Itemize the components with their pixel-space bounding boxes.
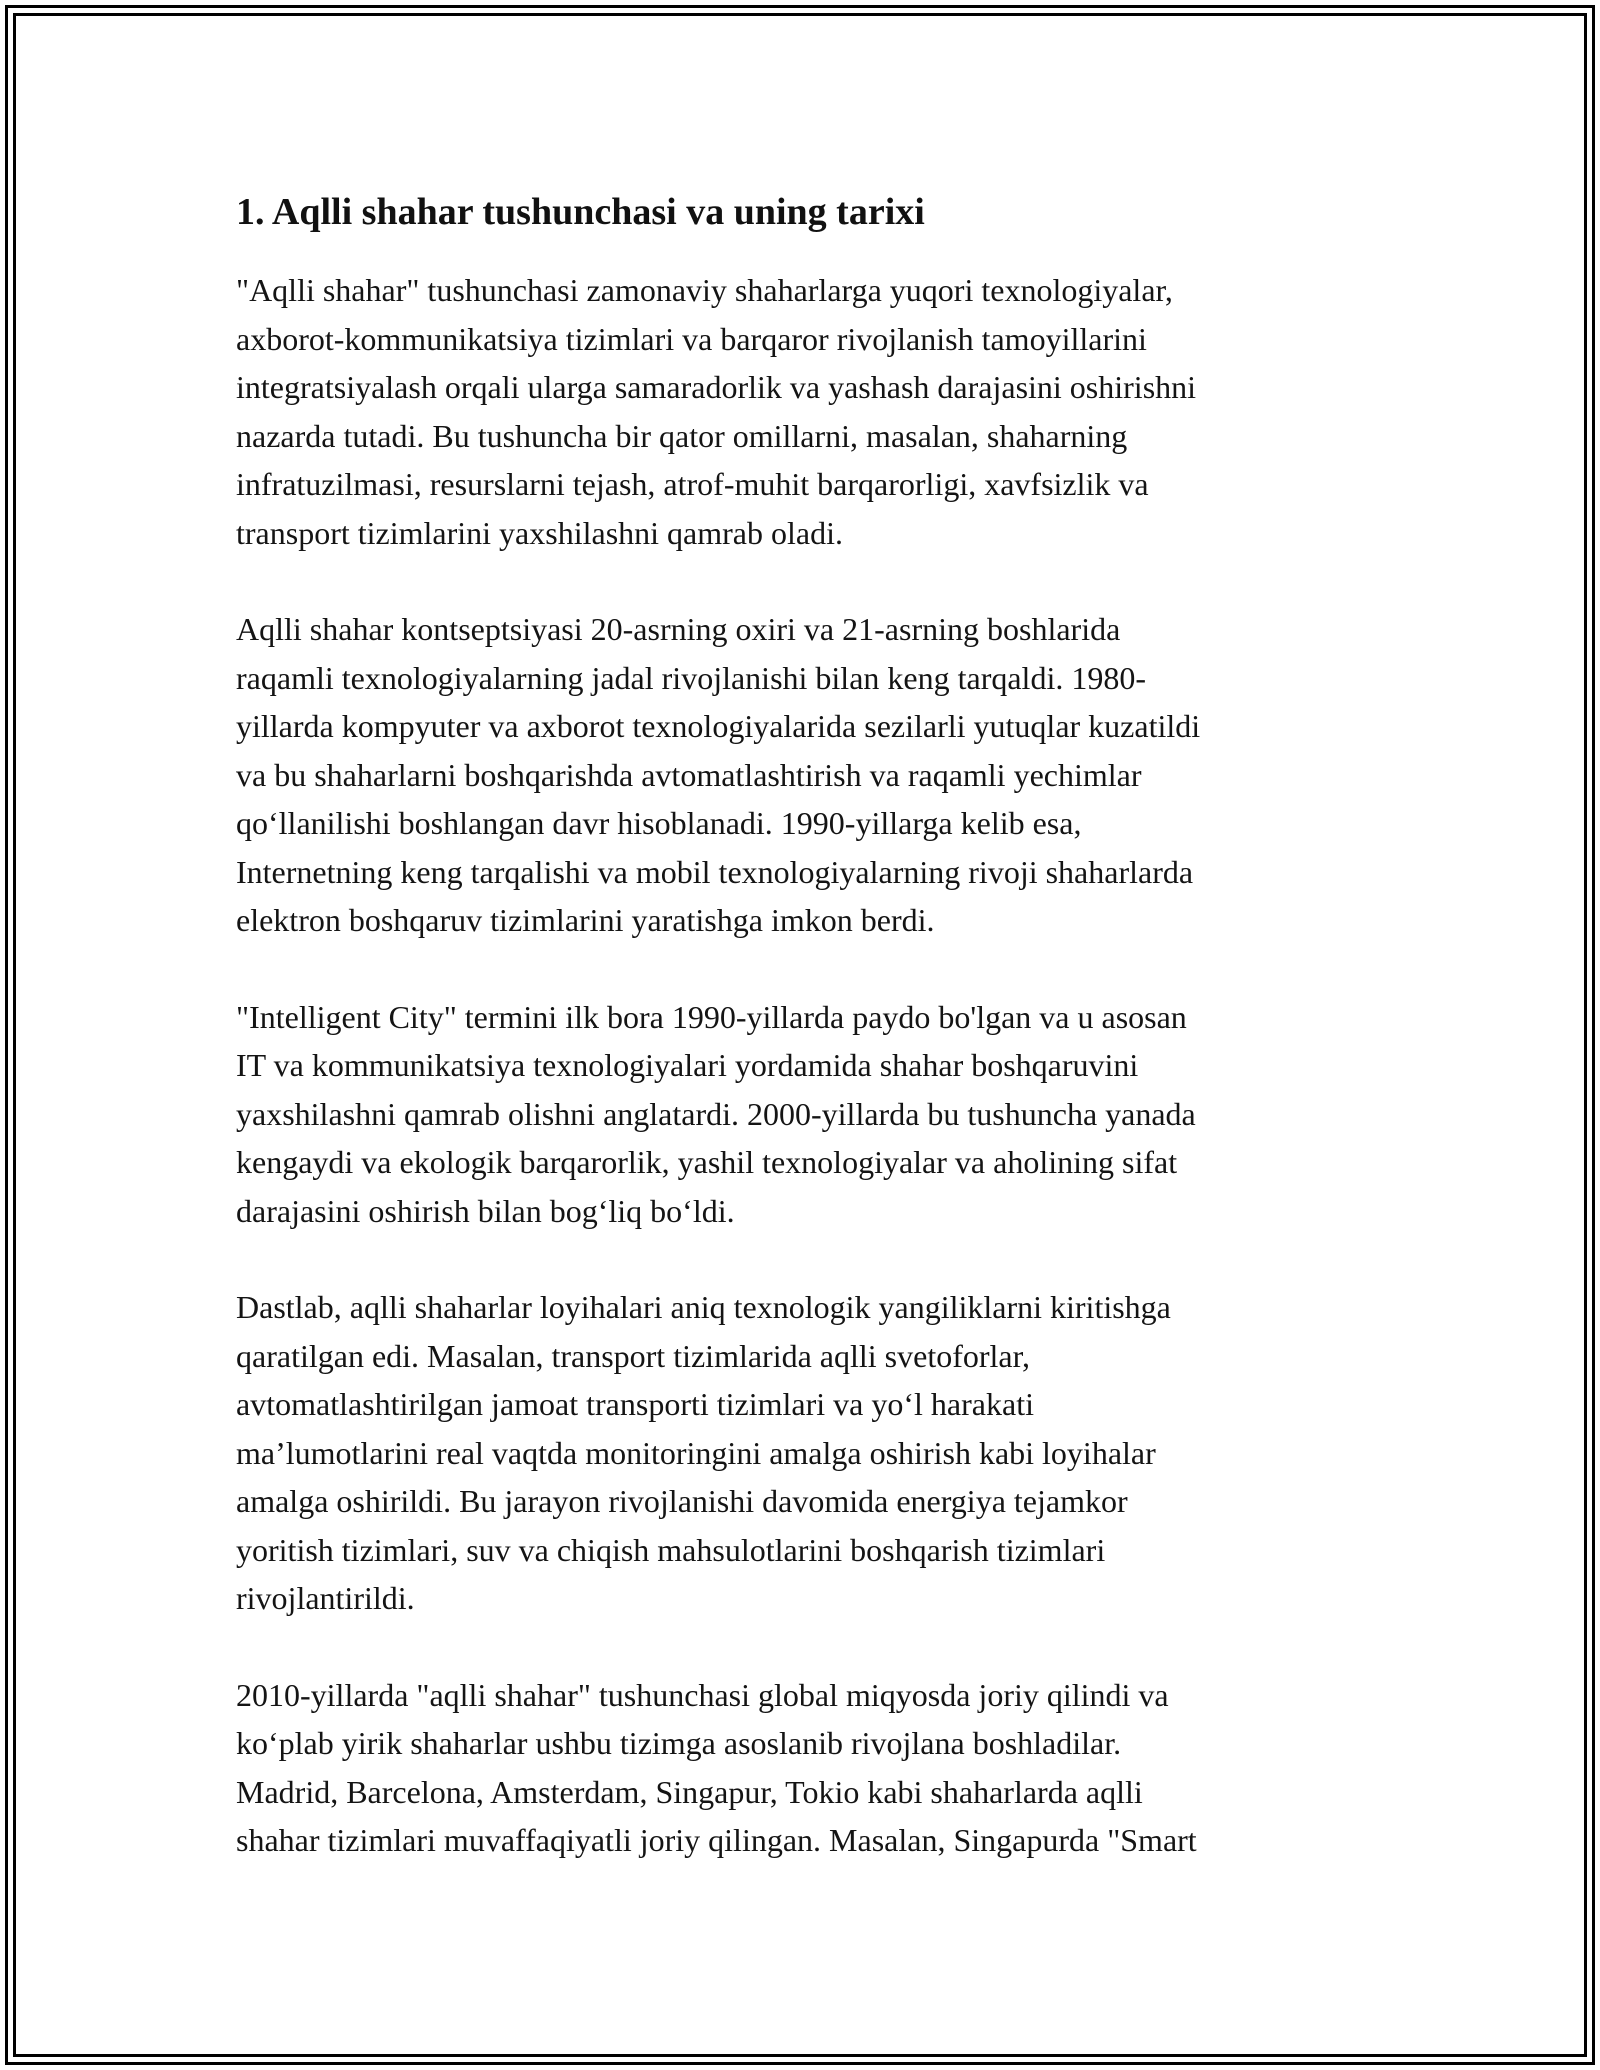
text-line: infratuzilmasi, resurslarni tejash, atrof-muhit barqarorligi, xavfsizlik va xyxy=(236,466,1149,502)
text-line: amalga oshirildi. Bu jarayon rivojlanishi davomida energiya tejamkor xyxy=(236,1483,1128,1519)
text-line: darajasini oshirish bilan bog‘liq bo‘ldi. xyxy=(236,1192,735,1229)
text-line: qaratilgan edi. Masalan, transport tizimlarida aqlli svetoforlar, xyxy=(236,1337,1030,1374)
text-line: yoritish tizimlari, suv va chiqish mahsulotlarini boshqarish tizimlari xyxy=(236,1531,1106,1568)
text-line: avtomatlashtirilgan jamoat transporti tizimlari va yo‘l harakati xyxy=(236,1386,1034,1422)
text-line: elektron boshqaruv tizimlarini yaratishga imkon berdi. xyxy=(236,902,935,938)
text-line: yaxshilashni qamrab olishni anglatardi. 2000-yillarda bu tushuncha yanada xyxy=(236,1095,1196,1132)
paragraph-1 xyxy=(236,266,1356,557)
text-line: raqamli texnologiyalarning jadal rivojlanishi bilan keng tarqaldi. 1980- xyxy=(236,659,1146,696)
text-line: rivojlantirildi. xyxy=(236,1580,415,1616)
text-line: Internetning keng tarqalishi va mobil texnologiyalarning rivoji shaharlarda xyxy=(236,853,1194,890)
text-line: va bu shaharlarni boshqarishda avtomatlashtirish va raqamli yechimlar xyxy=(236,756,1142,793)
paragraph-2 xyxy=(236,605,1356,945)
text-line: "Aqlli shahar" tushunchasi zamonaviy shaharlarga yuqori texnologiyalar, xyxy=(236,272,1173,308)
text-line: yillarda kompyuter va axborot texnologiyalarida sezilarli yutuqlar kuzatildi xyxy=(236,708,1201,744)
paragraph-5 xyxy=(236,1671,1356,1865)
text-line: Aqlli shahar kontseptsiyasi 20-asrning oxiri va 21-asrning boshlarida xyxy=(236,611,1121,647)
text-line: IT va kommunikatsiya texnologiyalari yordamida shahar boshqaruvini xyxy=(236,1047,1139,1083)
text-line: ma’lumotlarini real vaqtda monitoringini amalga oshirish kabi loyihalar xyxy=(236,1434,1156,1471)
text-line: qo‘llanilishi boshlangan davr hisoblanadi. 1990-yillarga kelib esa, xyxy=(236,805,1082,841)
paragraph-3 xyxy=(236,993,1356,1236)
text-line: 2010-yillarda "aqlli shahar" tushunchasi global miqyosda joriy qilindi va xyxy=(236,1676,1169,1713)
paragraph-4 xyxy=(236,1283,1356,1623)
text-line: Madrid, Barcelona, Amsterdam, Singapur, Tokio kabi shaharlarda aqlli xyxy=(236,1773,1143,1810)
text-line: Dastlab, aqlli shaharlar loyihalari aniq texnologik yangiliklarni kiritishga xyxy=(236,1289,1171,1325)
text-line: axborot-kommunikatsiya tizimlari va barqaror rivojlanish tamoyillarini xyxy=(236,320,1147,357)
text-line: "Intelligent City" termini ilk bora 1990-yillarda paydo bo'lgan va u asosan xyxy=(236,998,1187,1035)
text-line: ko‘plab yirik shaharlar ushbu tizimga asoslanib rivojlana boshladilar. xyxy=(236,1725,1122,1761)
text-line: nazarda tutadi. Bu tushuncha bir qator omillarni, masalan, shaharning xyxy=(236,417,1128,454)
text-line: transport tizimlarini yaxshilashni qamrab oladi. xyxy=(236,514,843,551)
document-body xyxy=(236,186,1356,1913)
text-line: kengaydi va ekologik barqarorlik, yashil texnologiyalar va aholining sifat xyxy=(236,1144,1178,1180)
section-heading: 1. Aqlli shahar tushunchasi va uning tarixi xyxy=(236,191,925,233)
text-line: shahar tizimlari muvaffaqiyatli joriy qilingan. Masalan, Singapurda "Smart xyxy=(236,1822,1197,1858)
text-line: integratsiyalash orqali ularga samaradorlik va yashash darajasini oshirishni xyxy=(236,369,1197,405)
